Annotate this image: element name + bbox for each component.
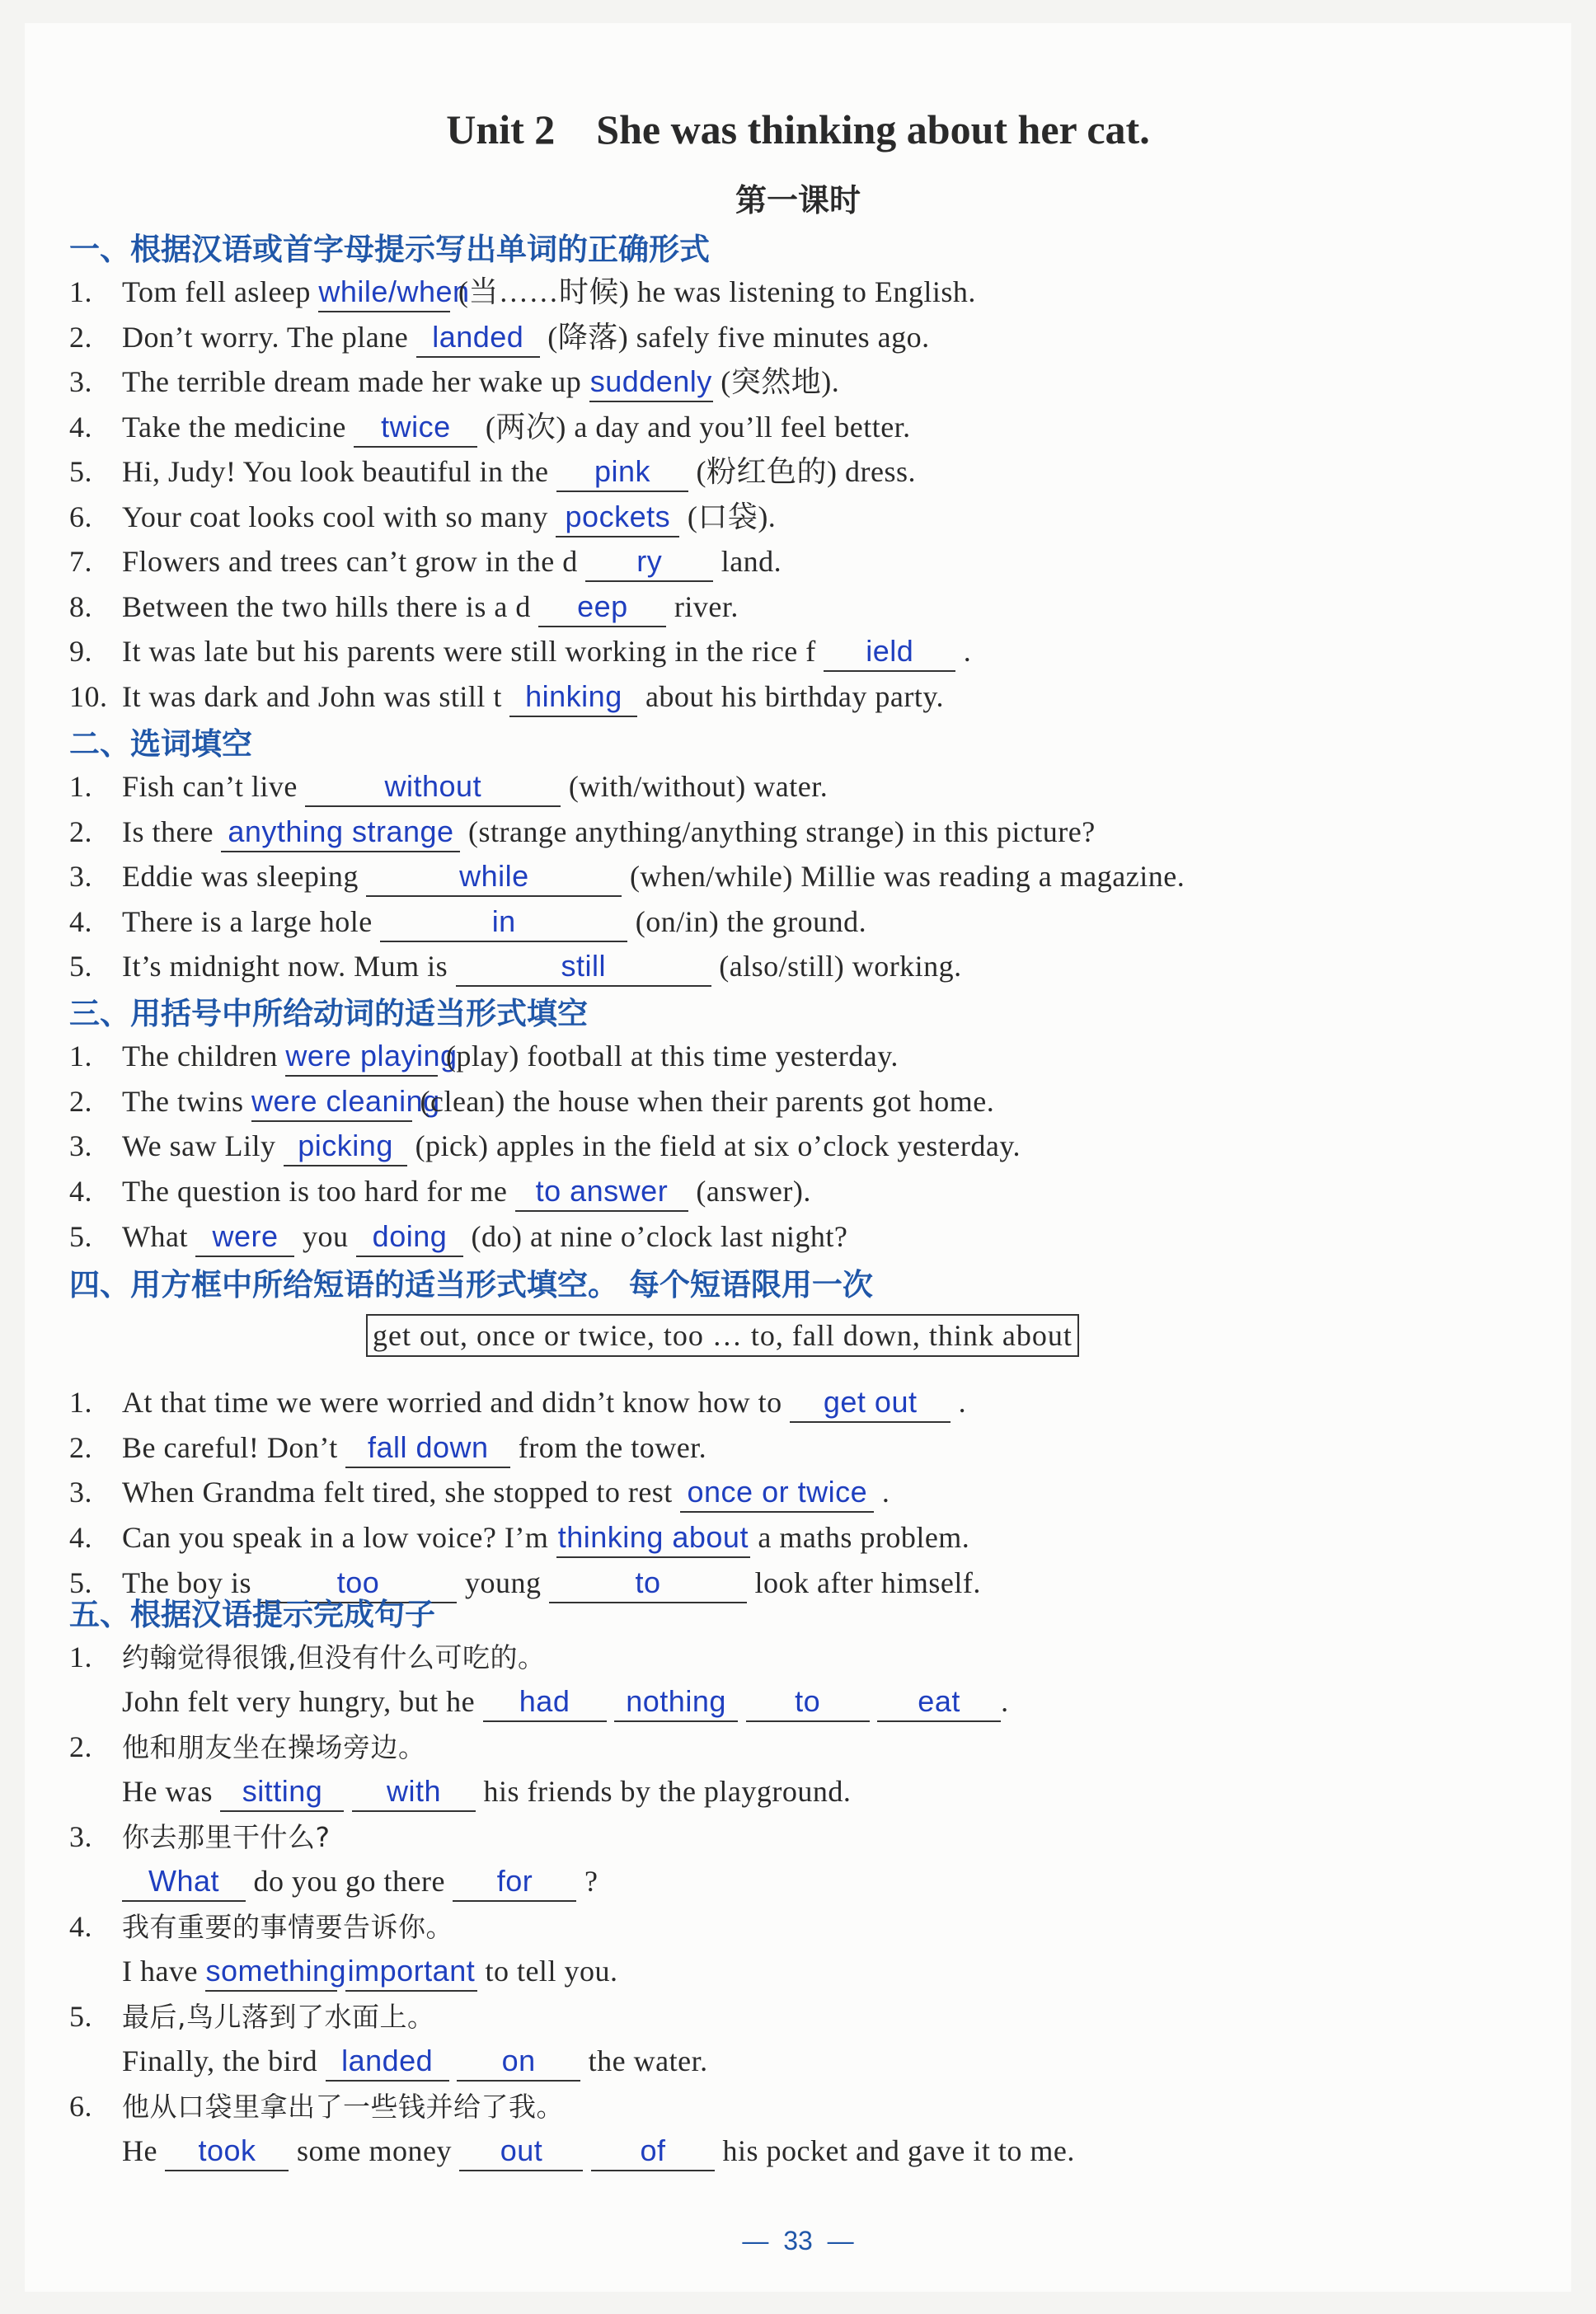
list-item (69, 1035, 899, 1077)
answer-blank: get out (790, 1383, 951, 1423)
item-number: 2. (69, 320, 92, 354)
answer-blank: while/when (318, 273, 450, 312)
list-item (69, 900, 866, 943)
list-item (69, 630, 971, 673)
item-text: from the tower. (518, 1430, 707, 1464)
list-item (69, 1426, 706, 1469)
item-number: 9. (69, 635, 92, 668)
list-item: 6. 他从口袋里拿出了一些钱并给了我。 (69, 2090, 564, 2123)
answer-blank: ield (824, 632, 955, 672)
item-number: 1. (69, 1040, 92, 1073)
list-item: He was sitting with his friends by the playground. (122, 1770, 851, 1813)
item-text: a maths problem. (758, 1520, 970, 1554)
answer-blank: to answer (515, 1172, 688, 1212)
list-item (69, 540, 782, 583)
list-item (69, 270, 976, 313)
answer-blank: out (459, 2132, 583, 2171)
item-text: (降落) safely five minutes ago. (547, 320, 930, 354)
item-text: There is a large hole (122, 904, 373, 938)
item-number: 3. (69, 1129, 92, 1162)
list-item (69, 585, 739, 628)
item-number: 3. (69, 860, 92, 893)
item-number: 4. (69, 1520, 92, 1554)
answer-blank: anything strange (221, 813, 460, 852)
list-item (69, 855, 1185, 898)
answer-blank: were playing (285, 1037, 438, 1077)
lesson-subtitle: 第一课时 (735, 182, 861, 218)
item-text: Tom fell asleep (122, 275, 311, 308)
item-text: (on/in) the ground. (635, 904, 867, 938)
item-text: The terrible dream made her wake up (122, 365, 582, 398)
item-number: 4. (69, 410, 92, 444)
item-text: (两次) a day and you’ll feel better. (485, 410, 911, 444)
item-text: (play) football at this time yesterday. (445, 1040, 899, 1073)
answer-blank: landed (326, 2042, 449, 2082)
answer-blank: twice (354, 408, 477, 448)
list-item (69, 1170, 811, 1213)
item-text: It was late but his parents were still working in the rice f (122, 635, 816, 668)
list-item (69, 316, 930, 359)
list-item: He took some money out of his pocket and gave it to me. (122, 2129, 1075, 2172)
list-item: 1. 约翰觉得很饿,但没有什么可吃的。 (69, 1640, 546, 1673)
item-text: Is there (122, 814, 214, 848)
answer-blank: pockets (556, 498, 679, 537)
answer-blank: landed (416, 318, 540, 358)
list-item (69, 765, 828, 808)
item-text: (clean) the house when their parents got home. (420, 1084, 995, 1118)
item-text: We saw Lily (122, 1129, 276, 1162)
item-text: The question is too hard for me (122, 1174, 508, 1208)
list-item: 3. 你去那里干什么? (69, 1820, 331, 1853)
item-text: (answer). (696, 1174, 811, 1208)
answer-blank: of (591, 2132, 715, 2171)
item-text: The twins (122, 1084, 244, 1118)
item-text: Be careful! Don’t (122, 1430, 338, 1464)
page-title: Unit 2 She was thinking about her cat. (446, 106, 1150, 153)
answer-blank: on (457, 2042, 580, 2082)
answer-blank: without (305, 767, 561, 807)
item-text: (pick) apples in the field at six o’clock yesterday. (415, 1129, 1021, 1162)
answer-blank: hinking (509, 678, 637, 717)
list-item: I have something important to tell you. (122, 1950, 617, 1992)
item-text: river. (674, 589, 739, 623)
answer-blank: eat (877, 1683, 1001, 1722)
list-item (69, 495, 776, 538)
list-item (69, 360, 839, 403)
item-text: Fish can’t live (122, 770, 298, 803)
list-item: John felt very hungry, but he had nothing to eat . (122, 1680, 1009, 1723)
answer-blank: once or twice (680, 1473, 874, 1513)
list-item: 5. 最后,鸟儿落到了水面上。 (69, 2000, 435, 2033)
answer-blank: What (122, 1862, 246, 1902)
list-item (69, 406, 911, 448)
item-text: (突然地). (721, 365, 840, 398)
answer-blank: important (345, 1952, 477, 1992)
list-item: 5. The boy is too young to look after himself. (69, 1561, 981, 1604)
item-text: When Grandma felt tired, she stopped to rest (122, 1476, 673, 1509)
answer-blank: sitting (220, 1772, 344, 1812)
item-text: Your coat looks cool with so many (122, 500, 548, 533)
answer-blank: for (453, 1862, 576, 1902)
section-4-heading: 四、用方框中所给短语的适当形式填空。 每个短语限用一次 (69, 1267, 873, 1303)
section-1-heading: 一、根据汉语或首字母提示写出单词的正确形式 (69, 232, 710, 267)
item-text: At that time we were worried and didn’t know how to (122, 1386, 782, 1419)
answer-blank: something (205, 1952, 337, 1992)
item-text: (当……时候) he was listening to English. (458, 275, 976, 308)
item-number: 1. (69, 770, 92, 803)
item-text: Take the medicine (122, 410, 346, 444)
list-item (69, 1516, 969, 1559)
item-text: It’s midnight now. Mum is (122, 950, 448, 983)
item-number: 2. (69, 814, 92, 848)
phrase-box: get out, once or twice, too … to, fall down, think about (366, 1314, 1079, 1357)
item-text: Hi, Judy! You look beautiful in the (122, 455, 549, 488)
item-number: 1. (69, 275, 92, 308)
item-number: 2. (69, 1430, 92, 1464)
item-number: 5. (69, 950, 92, 983)
item-text: Can you speak in a low voice? I’m (122, 1520, 549, 1554)
list-item (69, 945, 962, 988)
answer-blank: too (259, 1564, 457, 1603)
list-item: 4. 我有重要的事情要告诉你。 (69, 1910, 453, 1943)
item-number: 8. (69, 589, 92, 623)
item-text: . (963, 635, 972, 668)
answer-blank: were cleaning (251, 1082, 412, 1122)
list-item: What do you go there for ? (122, 1860, 598, 1903)
answer-blank: to (549, 1564, 747, 1603)
answer-blank: thinking about (556, 1518, 750, 1558)
answer-blank: were (195, 1218, 294, 1257)
answer-blank: with (352, 1772, 476, 1812)
list-item (69, 1381, 966, 1424)
answer-blank: ry (585, 542, 713, 582)
answer-blank: picking (284, 1127, 407, 1166)
list-item (69, 810, 1096, 853)
list-item (69, 1124, 1021, 1167)
item-number: 3. (69, 1476, 92, 1509)
answer-blank: eep (538, 588, 666, 627)
item-text: . (881, 1476, 890, 1509)
answer-blank: while (366, 857, 622, 897)
item-number: 10. (69, 679, 108, 713)
answer-blank: nothing (614, 1683, 738, 1722)
item-number: 3. (69, 365, 92, 398)
item-number: 2. (69, 1084, 92, 1118)
item-text: (when/while) Millie was reading a magazine. (629, 860, 1185, 893)
item-text: Eddie was sleeping (122, 860, 359, 893)
list-item (69, 450, 916, 493)
item-text: (also/still) working. (719, 950, 962, 983)
list-item: 5. What were you doing (do) at nine o’clock last night? (69, 1215, 847, 1258)
answer-blank: doing (356, 1218, 463, 1257)
item-text: Flowers and trees can’t grow in the d (122, 545, 578, 578)
item-number: 7. (69, 545, 92, 578)
item-text: Don’t worry. The plane (122, 320, 409, 354)
item-text: land. (721, 545, 782, 578)
list-item (69, 1080, 994, 1123)
list-item (69, 675, 944, 718)
list-item: Finally, the bird landed on the water. (122, 2039, 708, 2082)
item-number: 1. (69, 1386, 92, 1419)
answer-blank: pink (556, 453, 688, 492)
item-text: Between the two hills there is a d (122, 589, 531, 623)
item-text: The children (122, 1040, 278, 1073)
page-number: — 33 — (742, 2226, 854, 2255)
item-number: 5. (69, 455, 92, 488)
answer-blank: fall down (345, 1429, 510, 1468)
answer-blank: to (746, 1683, 870, 1722)
section-5-heading: 五、根据汉语提示完成句子 (69, 1597, 435, 1632)
answer-blank: still (456, 947, 711, 987)
answer-blank: in (380, 903, 627, 942)
answer-blank: took (165, 2132, 289, 2171)
item-text: about his birthday party. (645, 679, 945, 713)
item-text: . (958, 1386, 967, 1419)
item-text: (strange anything/anything strange) in this picture? (467, 814, 1096, 848)
item-text: It was dark and John was still t (122, 679, 502, 713)
item-number: 4. (69, 1174, 92, 1208)
section-3-heading: 三、用括号中所给动词的适当形式填空 (69, 996, 588, 1031)
item-number: 4. (69, 904, 92, 938)
answer-blank: had (483, 1683, 607, 1722)
item-text: (with/without) water. (568, 770, 829, 803)
item-text: (口袋). (687, 500, 777, 533)
section-2-heading: 二、选词填空 (69, 726, 252, 762)
item-number: 6. (69, 500, 92, 533)
list-item (69, 1471, 890, 1514)
list-item: 2. 他和朋友坐在操场旁边。 (69, 1730, 426, 1763)
answer-blank: suddenly (589, 363, 713, 402)
item-text: (粉红色的) dress. (696, 455, 916, 488)
